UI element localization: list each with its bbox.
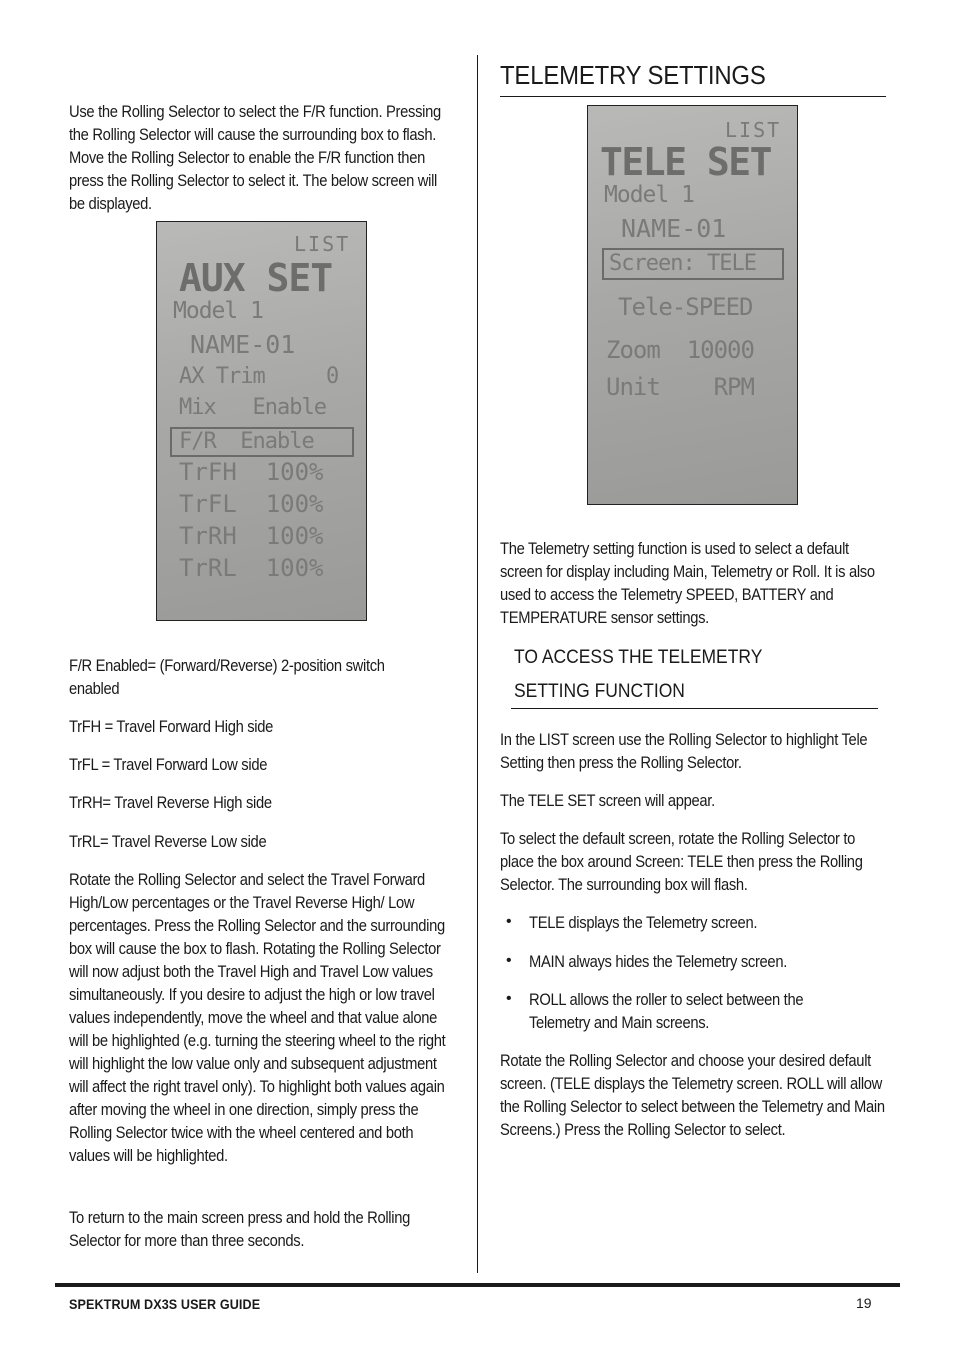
lcd-model: Model 1	[173, 298, 263, 324]
lcd-row-trrl: TrRL 100%	[179, 554, 324, 582]
lcd-list-label: LIST	[725, 118, 782, 142]
lcd-row-trrh: TrRH 100%	[179, 522, 324, 550]
rotate-choose-paragraph: Rotate the Rolling Selector and choose your desired default screen. (TELE displays the Telemetry screen. ROLL will allow the Rolling Selector to select between the Telemetry and Main Screens.) Press the Rolling Selector to select.	[500, 1052, 885, 1139]
trrl-definition: TrRL= Travel Reverse Low side	[69, 833, 267, 851]
trfh-definition: TrFH = Travel Forward High side	[69, 718, 274, 736]
lcd-title: TELE SET	[600, 140, 772, 184]
lcd-row-trfl: TrFL 100%	[179, 490, 324, 518]
lcd-model: Model 1	[604, 182, 694, 208]
page-number: 19	[856, 1295, 872, 1311]
bullet-marker: •	[506, 913, 512, 930]
lcd-row-ax-trim: AX Trim 0	[179, 364, 339, 389]
lcd-list-label: LIST	[294, 232, 351, 256]
lcd-zoom: Zoom 10000	[606, 336, 754, 364]
bullet-marker: •	[506, 990, 512, 1007]
lcd-row-fr-selected: F/R Enable	[170, 427, 354, 457]
subheading-line-2: SETTING FUNCTION	[514, 681, 685, 702]
footer-guide-title: SPEKTRUM DX3S USER GUIDE	[69, 1296, 261, 1312]
subheading-line-1: TO ACCESS THE TELEMETRY	[514, 647, 763, 668]
lcd-name: NAME-01	[621, 214, 727, 243]
bullet-main: MAIN always hides the Telemetry screen.	[529, 953, 788, 971]
tele-set-appear: The TELE SET screen will appear.	[500, 792, 715, 810]
rotate-paragraph: Rotate the Rolling Selector and select the Travel Forward High/Low percentages or the Travel Reverse High/ Low percentages. Press the Rolling Selector and the surrounding box will cause the box to flash. Rotating the Rolling Selector will now adjust both the Travel High and Travel Low values simultaneously. If you desire to adjust the high or low travel values independently, move the wheel and that value alone will be highlighted (e.g. turning the steering wheel to the right will highlight the low value only and subsequent adjustment will affect the right travel only). To highlight both values again after moving the wheel in one direction, simply press the Rolling Selector twice with the wheel centered and both values will be highlighted.	[69, 871, 446, 1165]
footer-rule	[55, 1283, 900, 1287]
section-title-rule	[500, 96, 886, 97]
telemetry-intro: The Telemetry setting function is used to select a default screen for display including Main, Telemetry or Roll. It is also used to access the Telemetry SPEED, BATTERY and TEMPERATURE sensor settings.	[500, 540, 875, 627]
trfl-definition: TrFL = Travel Forward Low side	[69, 756, 268, 774]
bullet-roll: ROLL allows the roller to select between the Telemetry and Main screens.	[529, 991, 804, 1032]
lcd-title: AUX SET	[179, 256, 333, 300]
fr-definition: F/R Enabled= (Forward/Reverse) 2-position switch enabled	[69, 657, 385, 698]
subheading-rule	[511, 708, 878, 709]
lcd-unit: Unit RPM	[606, 373, 754, 401]
return-paragraph: To return to the main screen press and hold the Rolling Selector for more than three seconds.	[69, 1209, 411, 1250]
lcd-row-trfh: TrFH 100%	[179, 458, 324, 486]
trrh-definition: TrRH= Travel Reverse High side	[69, 794, 272, 812]
select-default-paragraph: To select the default screen, rotate the Rolling Selector to place the box around Screen: TELE then press the Rolling Selector. The surrounding box will flash.	[500, 830, 863, 894]
column-divider	[477, 55, 478, 1273]
aux-set-lcd-screen	[156, 221, 367, 621]
lcd-name: NAME-01	[190, 330, 296, 359]
section-title: TELEMETRY SETTINGS	[500, 60, 766, 90]
bullet-tele: TELE displays the Telemetry screen.	[529, 914, 758, 932]
lcd-tele-speed: Tele-SPEED	[618, 293, 753, 321]
intro-paragraph: Use the Rolling Selector to select the F/R function. Pressing the Rolling Selector will cause the surrounding box to flash. Move the Rolling Selector to enable the F/R function then press the Rolling Selector to select it. The below screen will be displayed.	[69, 103, 441, 213]
bullet-marker: •	[506, 952, 512, 969]
access-paragraph: In the LIST screen use the Rolling Selector to highlight Tele Setting then press the Rolling Selector.	[500, 731, 868, 772]
tele-set-lcd-screen	[587, 105, 798, 505]
lcd-screen-selected: Screen: TELE	[602, 248, 784, 280]
lcd-row-mix: Mix Enable	[179, 395, 326, 420]
